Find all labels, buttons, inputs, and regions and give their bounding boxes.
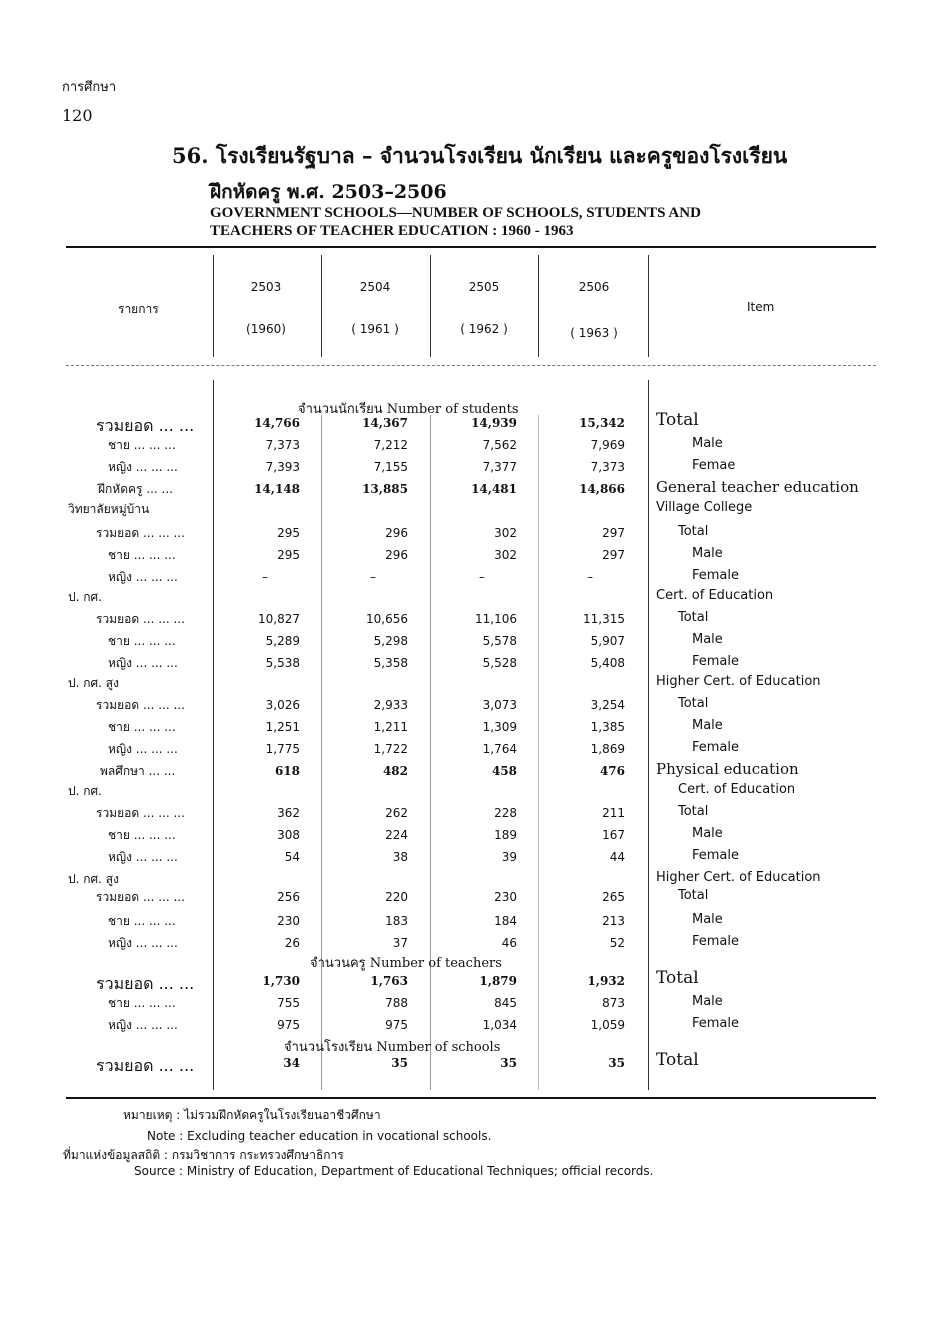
table-cell: 5,538 <box>265 656 300 670</box>
table-cell: 1,251 <box>265 720 300 734</box>
table-cell: 7,155 <box>373 460 408 474</box>
table-cell: 14,939 <box>471 416 517 430</box>
table-cell: – <box>262 570 268 584</box>
table-title-english <box>210 204 701 240</box>
table-cell: 476 <box>599 764 625 778</box>
table-cell: 7,393 <box>265 460 300 474</box>
table-cell: 39 <box>501 850 517 864</box>
table-cell: 265 <box>602 890 625 904</box>
source-thai <box>63 1146 344 1165</box>
table-cell: 295 <box>277 548 300 562</box>
row-label-english: Female <box>692 654 740 669</box>
row-label-english: Cert. of Education <box>678 782 796 797</box>
table-cell: 458 <box>491 764 517 778</box>
table-cell: 10,656 <box>366 612 408 626</box>
note-english <box>147 1129 491 1143</box>
remark-thai <box>123 1106 381 1125</box>
row-label-english: General teacher education <box>656 478 859 496</box>
table-cell: 3,026 <box>265 698 300 712</box>
table-cell: 262 <box>385 806 408 820</box>
table-cell: 35 <box>391 1056 408 1070</box>
note-label: Note : <box>147 1129 184 1143</box>
col-divider <box>213 255 214 357</box>
title-en-line2: TEACHERS OF TEACHER EDUCATION : 1960 - 1963 <box>210 223 574 239</box>
table-cell: 297 <box>602 548 625 562</box>
remark-thai-text: ไม่รวมฝึกหัดครูในโรงเรียนอาชีวศึกษา <box>184 1108 381 1122</box>
table-cell: 1,059 <box>590 1018 625 1032</box>
table-cell: 3,073 <box>482 698 517 712</box>
row-label-thai: ชาย ... ... ... <box>108 548 176 562</box>
table-cell: 1,211 <box>373 720 408 734</box>
header-year-ad: (1960) <box>246 322 286 336</box>
row-label-english: Higher Cert. of Education <box>656 870 821 885</box>
table-cell: 482 <box>382 764 408 778</box>
row-label-english: Higher Cert. of Education <box>656 674 821 689</box>
row-label-thai: พลศึกษา ... ... <box>100 764 176 778</box>
table-cell: 224 <box>385 828 408 842</box>
table-cell: 302 <box>494 548 517 562</box>
table-cell: 213 <box>602 914 625 928</box>
table-cell: 1,034 <box>482 1018 517 1032</box>
col-divider <box>648 380 649 1090</box>
row-label-thai: รวมยอด ... ... ... <box>96 698 185 712</box>
remark-thai-label: หมายเหตุ : <box>123 1108 181 1122</box>
row-label-thai: ฝึกหัดครู ... ... <box>98 482 173 496</box>
table-cell: 975 <box>277 1018 300 1032</box>
row-label-thai: ชาย ... ... ... <box>108 828 176 842</box>
row-label-thai: ชาย ... ... ... <box>108 720 176 734</box>
row-label-thai: รวมยอด ... ... ... <box>96 806 185 820</box>
table-cell: 35 <box>500 1056 517 1070</box>
row-label-thai: รวมยอด ... ... <box>96 974 195 993</box>
table-cell: 297 <box>602 526 625 540</box>
row-label-thai: หญิง ... ... ... <box>108 460 178 474</box>
table-cell: 7,212 <box>373 438 408 452</box>
table-cell: 14,766 <box>254 416 300 430</box>
table-cell: 845 <box>494 996 517 1010</box>
row-label-english: Femae <box>692 458 736 473</box>
table-cell: 37 <box>392 936 408 950</box>
header-year-ad: ( 1963 ) <box>570 326 618 340</box>
row-label-thai: หญิง ... ... ... <box>108 570 178 584</box>
table-cell: 362 <box>277 806 300 820</box>
row-label-english: Male <box>692 826 723 841</box>
table-cell: 211 <box>602 806 625 820</box>
table-cell: 308 <box>277 828 300 842</box>
table-cell: 15,342 <box>579 416 625 430</box>
col-divider <box>430 415 431 1090</box>
table-cell: 256 <box>277 890 300 904</box>
row-label-english: Male <box>692 546 723 561</box>
table-cell: 1,722 <box>373 742 408 756</box>
table-cell: 14,148 <box>254 482 300 496</box>
header-year-be: 2504 <box>359 280 391 294</box>
table-cell: 10,827 <box>258 612 300 626</box>
table-cell: 302 <box>494 526 517 540</box>
note-text: Excluding teacher education in vocational schools. <box>187 1129 492 1143</box>
row-label-thai: หญิง ... ... ... <box>108 936 178 950</box>
col-divider <box>213 380 214 1090</box>
table-cell: 2,933 <box>373 698 408 712</box>
table-cell: 1,730 <box>262 974 300 988</box>
row-label-english: Male <box>692 436 723 451</box>
table-cell: 788 <box>385 996 408 1010</box>
table-cell: 11,315 <box>583 612 625 626</box>
table-cell: 34 <box>283 1056 300 1070</box>
table-title-thai: 56. โรงเรียนรัฐบาล – จำนวนโรงเรียน นักเรียน และครูของโรงเรียน <box>172 143 788 168</box>
table-cell: 38 <box>392 850 408 864</box>
col-divider <box>538 415 539 1090</box>
header-year-be: 2505 <box>468 280 500 294</box>
table-cell: 44 <box>609 850 625 864</box>
source-thai-label: ที่มาแห่งข้อมูลสถิติ : <box>63 1148 168 1162</box>
table-cell: 14,866 <box>579 482 625 496</box>
row-label-thai: หญิง ... ... ... <box>108 742 178 756</box>
table-cell: 7,562 <box>482 438 517 452</box>
row-label-thai: ป. กศ. สูง <box>68 872 119 886</box>
table-cell: 1,763 <box>370 974 408 988</box>
table-title-thai-2: ฝึกหัดครู พ.ศ. 2503–2506 <box>210 181 447 203</box>
table-cell: 5,298 <box>373 634 408 648</box>
header-year-be: 2503 <box>250 280 282 294</box>
table-cell: 184 <box>494 914 517 928</box>
source-text: Ministry of Education, Department of Educational Techniques; official records. <box>186 1164 654 1178</box>
row-label-thai: ชาย ... ... ... <box>108 996 176 1010</box>
row-label-thai: ป. กศ. สูง <box>68 676 119 690</box>
section-heading-schools: จำนวนโรงเรียน Number of schools <box>284 1040 501 1055</box>
table-cell: 14,481 <box>471 482 517 496</box>
row-label-english: Total <box>678 610 709 625</box>
table-cell: – <box>479 570 485 584</box>
table-cell: 7,969 <box>590 438 625 452</box>
row-label-english: Cert. of Education <box>656 588 774 603</box>
table-cell: 618 <box>274 764 300 778</box>
table-cell: 975 <box>385 1018 408 1032</box>
source-thai-text: กรมวิชาการ กระทรวงศึกษาธิการ <box>171 1148 344 1162</box>
table-cell: 46 <box>501 936 517 950</box>
table-cell: 189 <box>494 828 517 842</box>
table-cell: 3,254 <box>590 698 625 712</box>
table-cell: 35 <box>608 1056 625 1070</box>
header-rule <box>66 365 876 366</box>
table-cell: 52 <box>609 936 625 950</box>
table-cell: 755 <box>277 996 300 1010</box>
table-cell: 7,373 <box>265 438 300 452</box>
row-label-thai: รวมยอด ... ... <box>96 416 195 435</box>
row-label-english: Female <box>692 848 740 863</box>
top-rule <box>66 246 876 248</box>
row-label-english: Total <box>678 888 709 903</box>
table-cell: 220 <box>385 890 408 904</box>
row-label-thai: ชาย ... ... ... <box>108 438 176 452</box>
header-year-ad: ( 1961 ) <box>351 322 399 336</box>
row-label-thai: รวมยอด ... ... ... <box>96 526 185 540</box>
row-label-thai: รวมยอด ... ... ... <box>96 612 185 626</box>
row-label-english: Physical education <box>656 760 799 778</box>
header-item-thai: รายการ <box>118 302 159 316</box>
col-divider <box>648 255 649 357</box>
table-cell: 1,879 <box>479 974 517 988</box>
row-label-english: Male <box>692 994 723 1009</box>
row-label-english: Male <box>692 632 723 647</box>
section-heading-students: จำนวนนักเรียน Number of students <box>298 402 519 417</box>
row-label-thai: ชาย ... ... ... <box>108 914 176 928</box>
table-cell: 228 <box>494 806 517 820</box>
table-cell: 5,358 <box>373 656 408 670</box>
table-cell: 1,764 <box>482 742 517 756</box>
source-label: Source : <box>134 1164 184 1178</box>
row-label-english: Total <box>678 696 709 711</box>
col-divider <box>321 415 322 1090</box>
table-cell: 7,377 <box>482 460 517 474</box>
table-cell: 167 <box>602 828 625 842</box>
row-label-thai: ป. กศ. <box>68 784 102 798</box>
row-label-english: Female <box>692 1016 740 1031</box>
page-number: 120 <box>62 106 93 125</box>
header-item-english: Item <box>747 300 775 314</box>
table-cell: 5,907 <box>590 634 625 648</box>
row-label-english: Total <box>656 1050 699 1070</box>
row-label-thai: หญิง ... ... ... <box>108 1018 178 1032</box>
table-cell: 1,385 <box>590 720 625 734</box>
header-year-ad: ( 1962 ) <box>460 322 508 336</box>
section-title: การศึกษา <box>62 80 117 95</box>
bottom-rule <box>66 1097 876 1099</box>
row-label-english: Total <box>678 524 709 539</box>
row-label-english: Village College <box>656 500 753 515</box>
title-en-line1: GOVERNMENT SCHOOLS—NUMBER OF SCHOOLS, STUDENTS AND <box>210 205 701 221</box>
table-cell: 183 <box>385 914 408 928</box>
col-divider <box>538 255 539 357</box>
table-cell: 1,932 <box>587 974 625 988</box>
row-label-english: Total <box>656 410 699 430</box>
source-english <box>134 1164 653 1178</box>
row-label-thai: ป. กศ. <box>68 590 102 604</box>
row-label-thai: รวมยอด ... ... ... <box>96 890 185 904</box>
row-label-thai: หญิง ... ... ... <box>108 850 178 864</box>
table-cell: 230 <box>494 890 517 904</box>
table-cell: 230 <box>277 914 300 928</box>
table-cell: 295 <box>277 526 300 540</box>
row-label-english: Female <box>692 568 740 583</box>
col-divider <box>430 255 431 357</box>
section-heading-teachers: จำนวนครู Number of teachers <box>310 956 502 971</box>
header-year-be: 2506 <box>578 280 610 294</box>
table-cell: 1,775 <box>265 742 300 756</box>
row-label-english: Male <box>692 912 723 927</box>
col-divider <box>321 255 322 357</box>
table-cell: 296 <box>385 548 408 562</box>
row-label-thai: รวมยอด ... ... <box>96 1056 195 1075</box>
table-cell: 7,373 <box>590 460 625 474</box>
table-cell: 54 <box>284 850 300 864</box>
row-label-thai: วิทยาลัยหมู่บ้าน <box>68 502 150 516</box>
row-label-english: Male <box>692 718 723 733</box>
table-cell: 873 <box>602 996 625 1010</box>
table-cell: – <box>370 570 376 584</box>
table-cell: 14,367 <box>362 416 408 430</box>
table-cell: 296 <box>385 526 408 540</box>
table-cell: – <box>587 570 593 584</box>
table-cell: 5,289 <box>265 634 300 648</box>
row-label-english: Female <box>692 740 740 755</box>
table-cell: 5,408 <box>590 656 625 670</box>
row-label-thai: หญิง ... ... ... <box>108 656 178 670</box>
table-cell: 26 <box>284 936 300 950</box>
row-label-english: Total <box>678 804 709 819</box>
table-cell: 13,885 <box>362 482 408 496</box>
table-cell: 11,106 <box>475 612 517 626</box>
row-label-english: Female <box>692 934 740 949</box>
table-cell: 1,309 <box>482 720 517 734</box>
table-cell: 5,578 <box>482 634 517 648</box>
row-label-thai: ชาย ... ... ... <box>108 634 176 648</box>
row-label-english: Total <box>656 968 699 988</box>
table-cell: 5,528 <box>482 656 517 670</box>
table-cell: 1,869 <box>590 742 625 756</box>
